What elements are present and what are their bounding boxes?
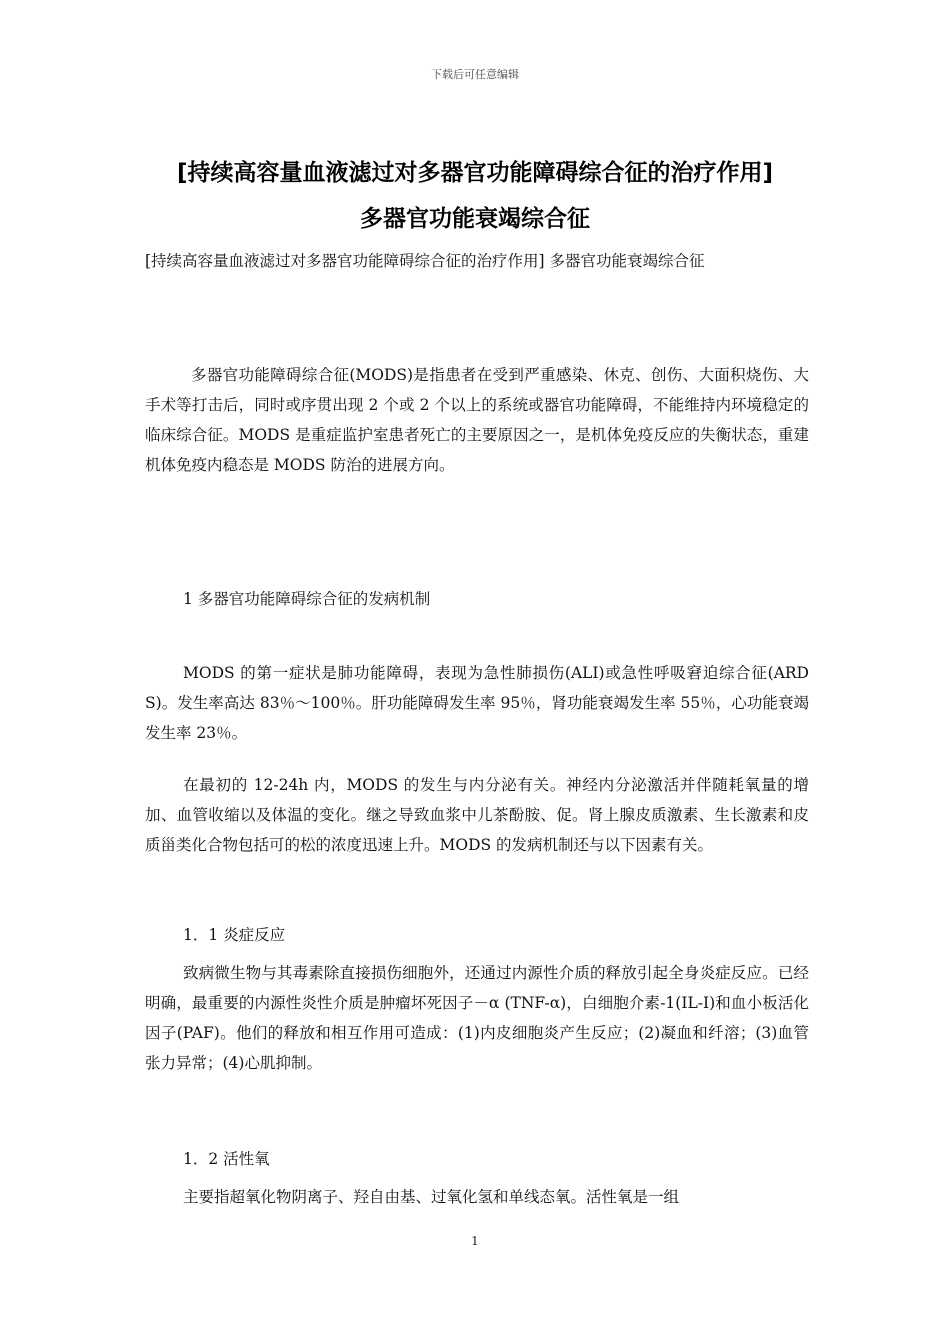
page-header: 下载后可任意编辑 (431, 68, 519, 81)
document-title: [持续高容量血液滤过对多器官功能障碍综合征的治疗作用] (176, 160, 774, 186)
intro-paragraph: 多器官功能障碍综合征(MODS)是指患者在受到严重感染、休克、创伤、大面积烧伤、大手术等打击后，同时或序贯出现 2 个或 2 个以上的系统或器官功能障碍，不能维持内环境稳定的临床综合征。MODS 是重症监护室患者死亡的主要原因之一，是机体免疫反应的失衡状态，重建机体免疫内稳态是 MODS 防治的进展方向。 (145, 366, 809, 474)
document-subtitle: 多器官功能衰竭综合征 (360, 206, 590, 232)
subtitle-paragraph: [持续高容量血液滤过对多器官功能障碍综合征的治疗作用] 多器官功能衰竭综合征 (145, 252, 705, 270)
ros-paragraph: 主要指超氧化物阴离子、羟自由基、过氧化氢和单线态氧。活性氧是一组 (183, 1188, 680, 1206)
page-number: 1 (471, 1234, 479, 1248)
inflammation-paragraph: 致病微生物与其毒素除直接损伤细胞外，还通过内源性介质的释放引起全身炎症反应。已经明确，最重要的内源性炎性介质是肿瘤坏死因子－α (TNF-α)，白细胞介素-1(IL-I)和血小板活化因子(PAF)。他们的释放和相互作用可造成：(1)内皮细胞炎产生反应；(2)凝血和纤溶；(3)血管张力异常；(4)心肌抑制。 (145, 964, 809, 1072)
section-heading: 1 多器官功能障碍综合征的发病机制 (183, 590, 431, 608)
subsection-heading-ros: 1．2 活性氧 (183, 1150, 270, 1168)
subsection-heading-inflammation: 1．1 炎症反应 (183, 926, 286, 944)
symptoms-paragraph: MODS 的第一症状是肺功能障碍，表现为急性肺损伤(ALI)或急性呼吸窘迫综合征(ARDS)。发生率高达 83％～100％。肝功能障碍发生率 95％，肾功能衰竭发生率 55％，心功能衰竭发生率 23％。 (145, 664, 809, 742)
endocrine-paragraph: 在最初的 12-24h 内，MODS 的发生与内分泌有关。神经内分泌激活并伴随耗氧量的增加、血管收缩以及体温的变化。继之导致血浆中儿茶酚胺、促。肾上腺皮质激素、生长激素和皮质甾类化合物包括可的松的浓度迅速上升。MODS 的发病机制还与以下因素有关。 (145, 776, 809, 854)
